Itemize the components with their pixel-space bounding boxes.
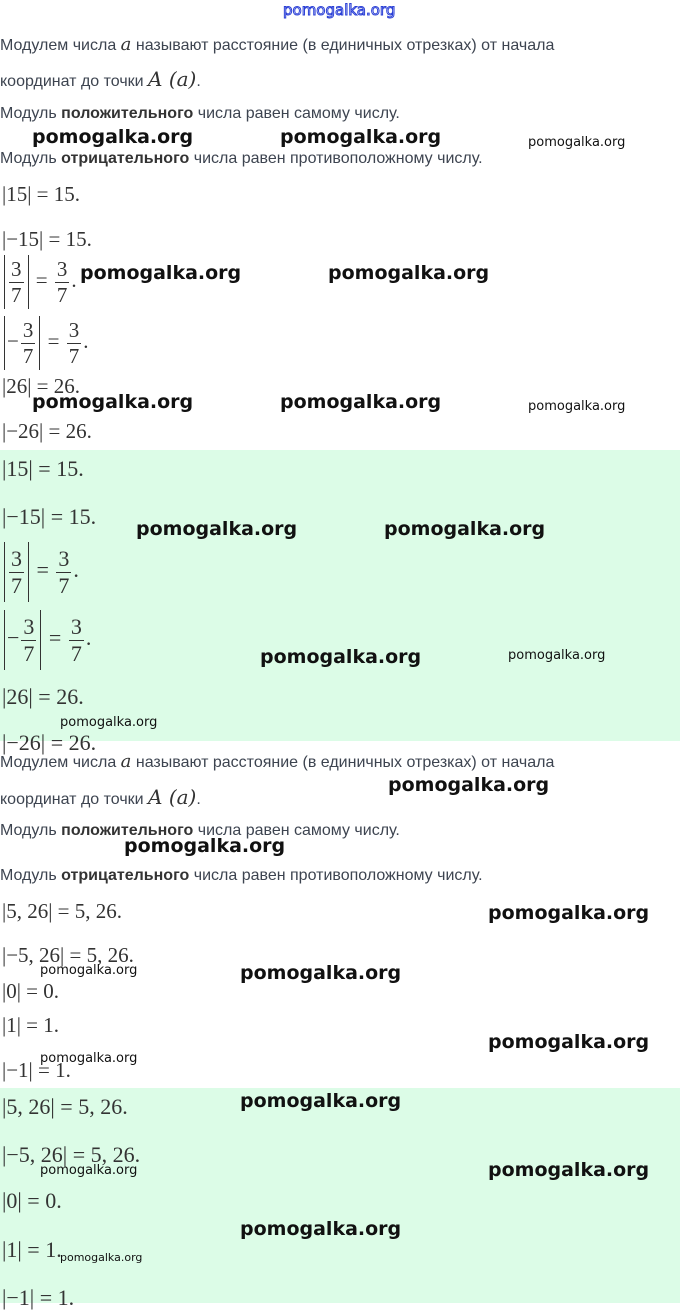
- def-text: .: [196, 73, 201, 90]
- watermark: pomogalka.org: [60, 1251, 143, 1264]
- rule-text: Модуль: [0, 150, 62, 167]
- rule-text: числа равен противоположному числу.: [189, 867, 483, 884]
- var-a: a: [120, 751, 132, 772]
- example-abs-1: |1| = 1.: [2, 1237, 62, 1262]
- example-abs-neg5-26: |−5, 26| = 5, 26.: [2, 1142, 141, 1167]
- example-abs-neg-3-7: [2, 316, 88, 370]
- minus: −: [7, 625, 20, 651]
- example-abs-5-26: |5, 26| = 5, 26.: [2, 899, 123, 923]
- example-abs-neg15: |−15| = 15.: [2, 504, 97, 529]
- definition-line-2: [0, 785, 201, 809]
- watermark: pomogalka.org: [40, 963, 138, 978]
- example-abs-3-7: [2, 255, 77, 309]
- watermark: pomogalka.org: [32, 126, 194, 148]
- numerator: 3: [11, 256, 22, 281]
- example-abs-26: |26| = 26.: [2, 374, 81, 398]
- watermark: pomogalka.org: [80, 262, 242, 284]
- watermark: pomogalka.org: [32, 391, 194, 413]
- denominator: 7: [23, 640, 35, 666]
- def-text: координат до точки: [0, 73, 149, 90]
- example-abs-3-7: [2, 542, 79, 602]
- denominator: 7: [58, 572, 70, 598]
- watermark: pomogalka.org: [328, 262, 490, 284]
- numerator: 3: [70, 613, 82, 639]
- example-abs-15: |15| = 15.: [2, 456, 84, 481]
- example-abs-neg26: |−26| = 26.: [2, 730, 97, 755]
- denominator: 7: [56, 282, 68, 307]
- minus: −: [7, 328, 19, 353]
- negative-rule: [0, 150, 483, 168]
- dot: .: [83, 328, 89, 353]
- def-text: .: [196, 791, 201, 808]
- watermark: pomogalka.org: [508, 648, 606, 663]
- highlight-block-1: [0, 450, 680, 755]
- dot: .: [71, 267, 77, 292]
- watermark: pomogalka.org: [384, 518, 546, 540]
- watermark: pomogalka.org: [260, 646, 422, 668]
- example-abs-5-26: |5, 26| = 5, 26.: [2, 1094, 128, 1119]
- watermark: pomogalka.org: [40, 1163, 138, 1178]
- watermark: pomogalka.org: [280, 391, 442, 413]
- positive-rule: [0, 105, 400, 123]
- dot: .: [85, 625, 92, 651]
- example-abs-26: |26| = 26.: [2, 684, 84, 709]
- example-abs-0: |0| = 0.: [2, 1188, 62, 1213]
- site-logo[interactable]: pomogalka.org: [283, 1, 396, 19]
- denominator: 7: [11, 282, 22, 307]
- equals: =: [36, 557, 49, 583]
- rule-text: числа равен противоположному числу.: [189, 150, 483, 167]
- watermark: pomogalka.org: [528, 399, 626, 414]
- point-a: A (a): [148, 785, 197, 809]
- watermark: pomogalka.org: [60, 715, 158, 730]
- equals: =: [47, 328, 60, 353]
- rule-text: числа равен самому числу.: [193, 822, 400, 839]
- numerator: 3: [56, 256, 68, 281]
- def-text: координат до точки: [0, 791, 149, 808]
- rule-bold: отрицательного: [61, 150, 190, 167]
- watermark: pomogalka.org: [528, 135, 626, 150]
- example-abs-neg26: |−26| = 26.: [2, 419, 92, 443]
- watermark: pomogalka.org: [280, 126, 442, 148]
- def-text: называют расстояние (в единичных отрезках) от начала: [131, 37, 555, 54]
- rule-text: Модуль: [0, 105, 62, 122]
- example-abs-15: |15| = 15.: [2, 182, 81, 206]
- watermark: pomogalka.org: [488, 902, 650, 924]
- watermark: pomogalka.org: [240, 962, 402, 984]
- def-text: называют расстояние (в единичных отрезках) от начала: [131, 754, 555, 771]
- rule-text: Модуль: [0, 867, 62, 884]
- watermark: pomogalka.org: [488, 1159, 650, 1181]
- numerator: 3: [11, 545, 22, 571]
- example-abs-neg15: |−15| = 15.: [2, 227, 92, 251]
- denominator: 7: [22, 343, 34, 368]
- denominator: 7: [70, 640, 82, 666]
- example-abs-0: |0| = 0.: [2, 979, 60, 1003]
- numerator: 3: [22, 317, 34, 342]
- definition-line-2: [0, 67, 201, 91]
- rule-bold: положительного: [61, 822, 194, 839]
- definition-line-1: [0, 34, 554, 55]
- rule-bold: положительного: [61, 105, 194, 122]
- point-a: A (a): [148, 67, 197, 91]
- example-abs-neg1: |−1| = 1.: [2, 1285, 75, 1310]
- example-abs-neg5-26: |−5, 26| = 5, 26.: [2, 943, 134, 967]
- denominator: 7: [11, 572, 22, 598]
- watermark: pomogalka.org: [240, 1218, 402, 1240]
- var-a: a: [120, 34, 132, 55]
- example-abs-neg1: |−1| = 1.: [2, 1058, 71, 1082]
- example-abs-neg-3-7: [2, 610, 91, 670]
- def-text: Модулем числа: [0, 37, 121, 54]
- watermark: pomogalka.org: [488, 1031, 650, 1053]
- equals: =: [48, 625, 62, 651]
- watermark: pomogalka.org: [240, 1090, 402, 1112]
- numerator: 3: [68, 317, 80, 342]
- rule-bold: отрицательного: [61, 867, 190, 884]
- watermark: pomogalka.org: [388, 774, 550, 796]
- definition-line-1: [0, 751, 554, 772]
- watermark: pomogalka.org: [124, 835, 286, 857]
- example-abs-1: |1| = 1.: [2, 1013, 60, 1037]
- watermark: pomogalka.org: [40, 1051, 138, 1066]
- highlight-block-2: [0, 1088, 680, 1310]
- watermark: pomogalka.org: [136, 518, 298, 540]
- rule-text: числа равен самому числу.: [193, 105, 400, 122]
- denominator: 7: [68, 343, 80, 368]
- dot: .: [73, 557, 79, 583]
- numerator: 3: [23, 613, 35, 639]
- def-text: Модулем числа: [0, 754, 121, 771]
- numerator: 3: [58, 545, 70, 571]
- negative-rule: [0, 867, 483, 885]
- equals: =: [35, 267, 48, 292]
- rule-text: Модуль: [0, 822, 62, 839]
